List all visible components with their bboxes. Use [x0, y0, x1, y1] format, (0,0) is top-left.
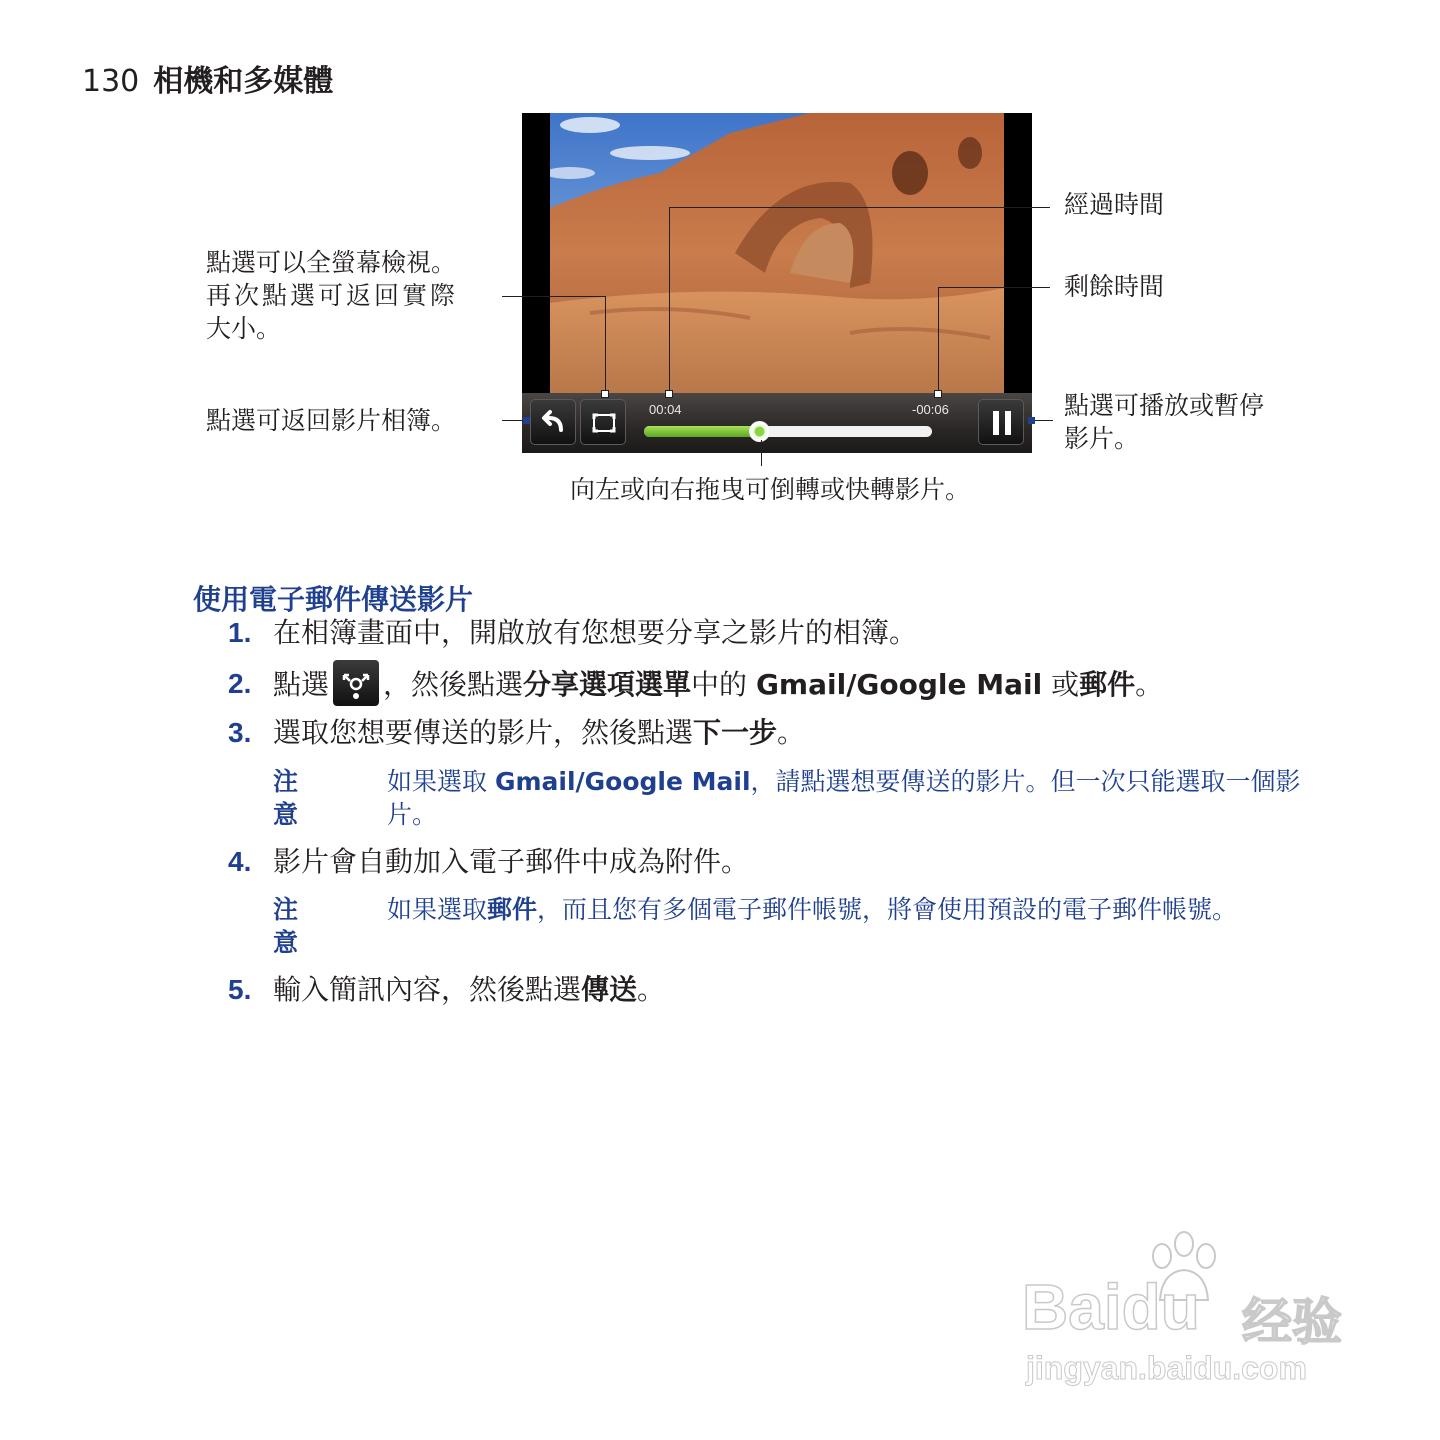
marker-remaining	[934, 390, 942, 398]
pause-icon	[979, 400, 1025, 446]
leader-elapsed-h	[669, 207, 1050, 208]
seek-handle[interactable]	[749, 421, 770, 442]
watermark-url: jingyan.baidu.com	[1026, 1350, 1307, 1386]
playback-controls	[522, 393, 1032, 453]
leader-remaining-h	[938, 287, 1050, 288]
callout-playpause	[1064, 389, 1264, 455]
step-number: 1.	[228, 617, 252, 648]
callout-playpause-line1: 點選可播放或暫停	[1064, 391, 1265, 420]
leader-drag	[761, 440, 762, 466]
step-number: 2.	[228, 668, 252, 699]
fullscreen-button[interactable]	[580, 399, 626, 445]
elapsed-time: 00:04	[649, 402, 682, 417]
note-label: 注意	[273, 767, 299, 829]
callout-elapsed: 經過時間	[1064, 190, 1165, 219]
watermark-brand: Baidu	[1022, 1271, 1200, 1343]
callout-fullscreen-line2: 再次點選可返回實際	[206, 281, 459, 310]
step-text: 影片會自動加入電子郵件中成為附件。	[273, 845, 750, 878]
note-text: 如果選取 Gmail/Google Mail，請點選想要傳送的影片。但一次只能選取一個影片。	[387, 767, 1301, 829]
video-frame	[550, 113, 1004, 393]
callout-fullscreen-line3: 大小。	[206, 314, 282, 343]
page-header	[82, 56, 333, 100]
watermark-cn: 经验	[1242, 1294, 1342, 1350]
callout-back: 點選可返回影片相簿。	[206, 406, 457, 435]
seek-bar[interactable]	[644, 426, 932, 437]
callout-remaining: 剩餘時間	[1064, 272, 1165, 301]
video-player-figure	[522, 113, 1032, 453]
callout-drag: 向左或向右拖曳可倒轉或快轉影片。	[570, 475, 971, 504]
share-icon	[333, 660, 379, 706]
step-number: 5.	[228, 974, 252, 1005]
section-title: 使用電子郵件傳送影片	[193, 583, 474, 616]
leader-fullscreen-v	[605, 296, 606, 394]
step-number: 3.	[228, 717, 252, 748]
seek-bar-progress	[644, 426, 759, 437]
play-pause-button[interactable]	[978, 399, 1024, 445]
callout-fullscreen-line1: 點選可以全螢幕檢視。	[206, 248, 457, 277]
marker-elapsed	[665, 390, 673, 398]
step-text: 選取您想要傳送的影片，然後點選下一步。	[273, 716, 806, 749]
page-number: 130	[82, 64, 140, 99]
fullscreen-icon	[581, 400, 627, 446]
marker-fullscreen	[601, 390, 609, 398]
marker-back	[523, 417, 530, 424]
marker-playpause	[1028, 417, 1035, 424]
step-number: 4.	[228, 846, 252, 877]
leader-remaining-v	[938, 287, 939, 394]
leader-elapsed-v	[669, 207, 670, 394]
step-text: 輸入簡訊內容，然後點選傳送。	[273, 973, 666, 1006]
note-label: 注意	[273, 895, 299, 957]
baidu-watermark	[1020, 1230, 1360, 1390]
callout-fullscreen	[206, 246, 458, 345]
leader-fullscreen-h	[502, 296, 606, 297]
chapter-title: 相機和多媒體	[153, 64, 334, 99]
step-text: 點選 ，然後點選分享選項選單中的 Gmail/Google Mail 或郵件。	[273, 666, 1163, 706]
step-text: 在相簿畫面中，開啟放有您想要分享之影片的相簿。	[273, 616, 918, 649]
back-button[interactable]	[530, 399, 576, 445]
remaining-time: -00:06	[912, 402, 949, 417]
note-text: 如果選取郵件，而且您有多個電子郵件帳號，將會使用預設的電子郵件帳號。	[387, 895, 1238, 924]
callout-playpause-line2: 影片。	[1064, 424, 1140, 453]
back-arrow-icon	[531, 400, 577, 446]
